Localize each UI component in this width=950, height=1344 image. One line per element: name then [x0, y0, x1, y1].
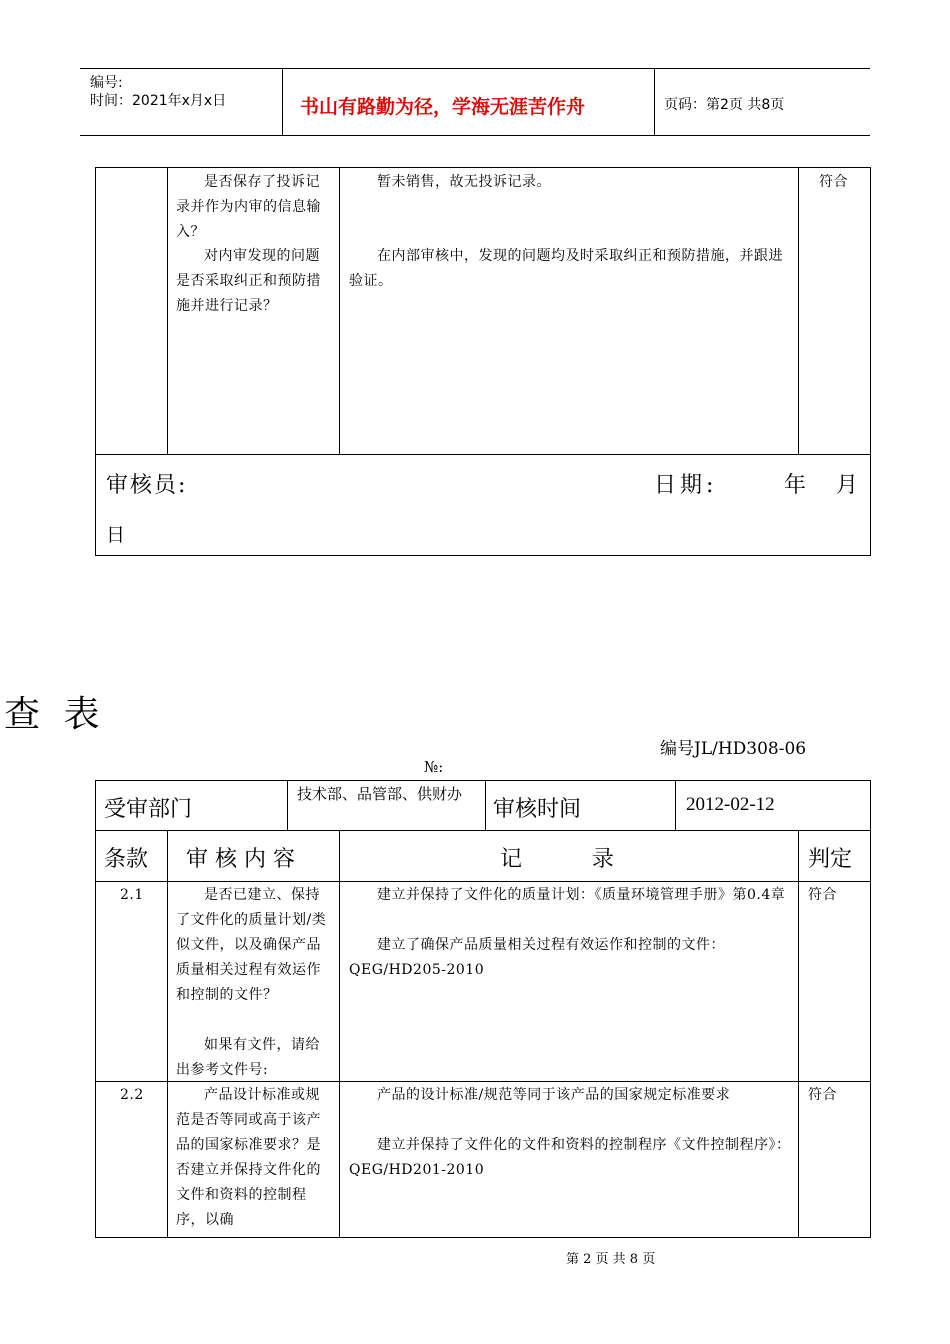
audit-record-document: 建立了确保产品质量相关过程有效运作和控制的文件：QEG/HD205-2010	[349, 937, 725, 978]
audit-time-value: 2012-02-12	[686, 794, 775, 815]
page-footer: 第 2 页 共 8 页	[566, 1252, 656, 1267]
question-complaint-record: 是否保存了投诉记录并作为内审的信息输入？	[176, 174, 321, 240]
number-label: №:	[424, 758, 444, 776]
day-label: 日	[106, 524, 126, 546]
clause-number: 2.1	[120, 887, 144, 903]
question-corrective-action: 对内审发现的问题是否采取纠正和预防措施并进行记录？	[176, 248, 321, 314]
audit-content-reference: 如果有文件，请给出参考文件号:	[176, 1037, 320, 1078]
audit-record: 建立并保持了文件化的质量计划：《质量环境管理手册》第0.4章	[377, 887, 786, 903]
audited-dept-value: 技术部、品管部、供财办	[297, 785, 463, 803]
judgement-value: 符合	[808, 1087, 837, 1103]
audit-time-label: 审核时间	[493, 797, 582, 822]
month-label: 月	[836, 473, 859, 498]
header-time-label: 时间：2021年x月x日	[90, 93, 227, 109]
clause-number: 2.2	[120, 1087, 144, 1103]
record-complaint: 暂未销售，故无投诉记录。	[377, 174, 551, 190]
header-code-label: 编号:	[90, 75, 123, 91]
year-label: 年	[784, 473, 807, 498]
audit-record-document: 建立并保持了文件化的文件和资料的控制程序《文件控制程序》：QEG/HD201-2010	[349, 1137, 791, 1178]
audit-record: 产品的设计标准/规范等同于该产品的国家规定标准要求	[377, 1087, 731, 1103]
document-number: 编号JL/HD308-06	[660, 739, 807, 759]
audit-content: 产品设计标准或规范是否等同或高于该产品的国家标准要求？是否建立并保持文件化的文件和资料的控制程序，以确	[176, 1087, 321, 1228]
header-page-label: 页码：第2页 共8页	[664, 97, 785, 113]
col-content-header: 审 核 内 容	[186, 847, 295, 872]
judgement-value: 符合	[819, 174, 848, 190]
col-record-header: 记 录	[500, 847, 614, 872]
judgement-value: 符合	[808, 887, 837, 903]
audited-dept-label: 受审部门	[104, 797, 193, 822]
col-clause-header: 条款	[104, 847, 149, 872]
audit-content: 是否已建立、保持了文件化的质量计划/类似文件，以及确保产品质量相关过程有效运作和控制的文件？	[176, 887, 327, 1003]
auditor-label: 审核员:	[106, 473, 188, 498]
header-motto: 书山有路勤为径，学海无涯苦作舟	[300, 96, 586, 118]
date-label: 日期:	[654, 473, 718, 498]
record-corrective-action: 在内部审核中，发现的问题均及时采取纠正和预防措施，并跟进验证。	[349, 248, 783, 289]
col-judgement-header: 判定	[808, 847, 853, 872]
document-title: 查 表	[4, 694, 106, 735]
